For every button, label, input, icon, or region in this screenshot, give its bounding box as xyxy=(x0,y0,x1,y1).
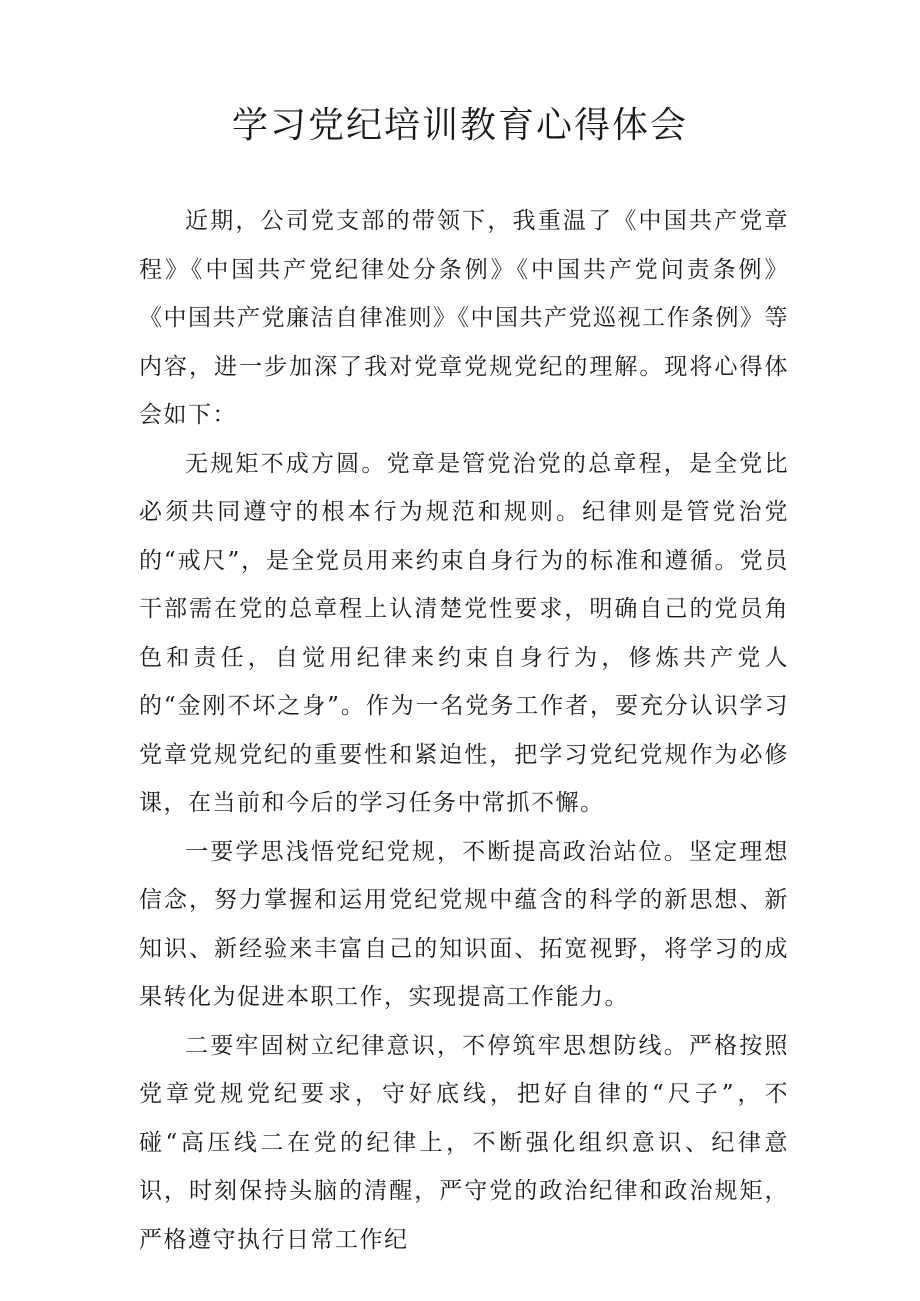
document-body xyxy=(139,197,789,1264)
paragraph-3: 一要学思浅悟党纪党规，不断提高政治站位。坚定理想信念，努力掌握和运用党纪党规中蕴含的科学的新思想、新知识、新经验来丰富自己的知识面、拓宽视野，将学习的成果转化为促进本职工作，实现提高工作能力。 xyxy=(139,838,789,1010)
paragraph-2: 无规矩不成方圆。党章是管党治党的总章程，是全党比必须共同遵守的根本行为规范和规则。纪律则是管党治党的“戒尺”，是全党员用来约束自身行为的标准和遵循。党员干部需在党的总章程上认清楚党性要求，明确自己的党员角色和责任，自觉用纪律来约束自身行为，修炼共产党人的“金刚不坏之身”。作为一名党务工作者，要充分认识学习党章党规党纪的重要性和紧迫性，把学习党纪党规作为必修课，在当前和今后的学习任务中常抓不懈。 xyxy=(139,450,789,816)
document-title: 学习党纪培训教育心得体会 xyxy=(231,105,688,146)
paragraph-1: 近期，公司党支部的带领下，我重温了《中国共产党章程》《中国共产党纪律处分条例》《中国共产党问责条例》《中国共产党廉洁自律准则》《中国共产党巡视工作条例》等内容，进一步加深了我对党章党规党纪的理解。现将心得体会如下： xyxy=(139,208,789,428)
paragraph-4: 二要牢固树立纪律意识，不停筑牢思想防线。严格按照党章党规党纪要求，守好底线，把好自律的“尺子”，不碰“高压线二在党的纪律上，不断强化组织意识、纪律意识，时刻保持头脑的清醒，严守党的政治纪律和政治规矩，严格遵守执行日常工作纪 xyxy=(139,1032,789,1253)
